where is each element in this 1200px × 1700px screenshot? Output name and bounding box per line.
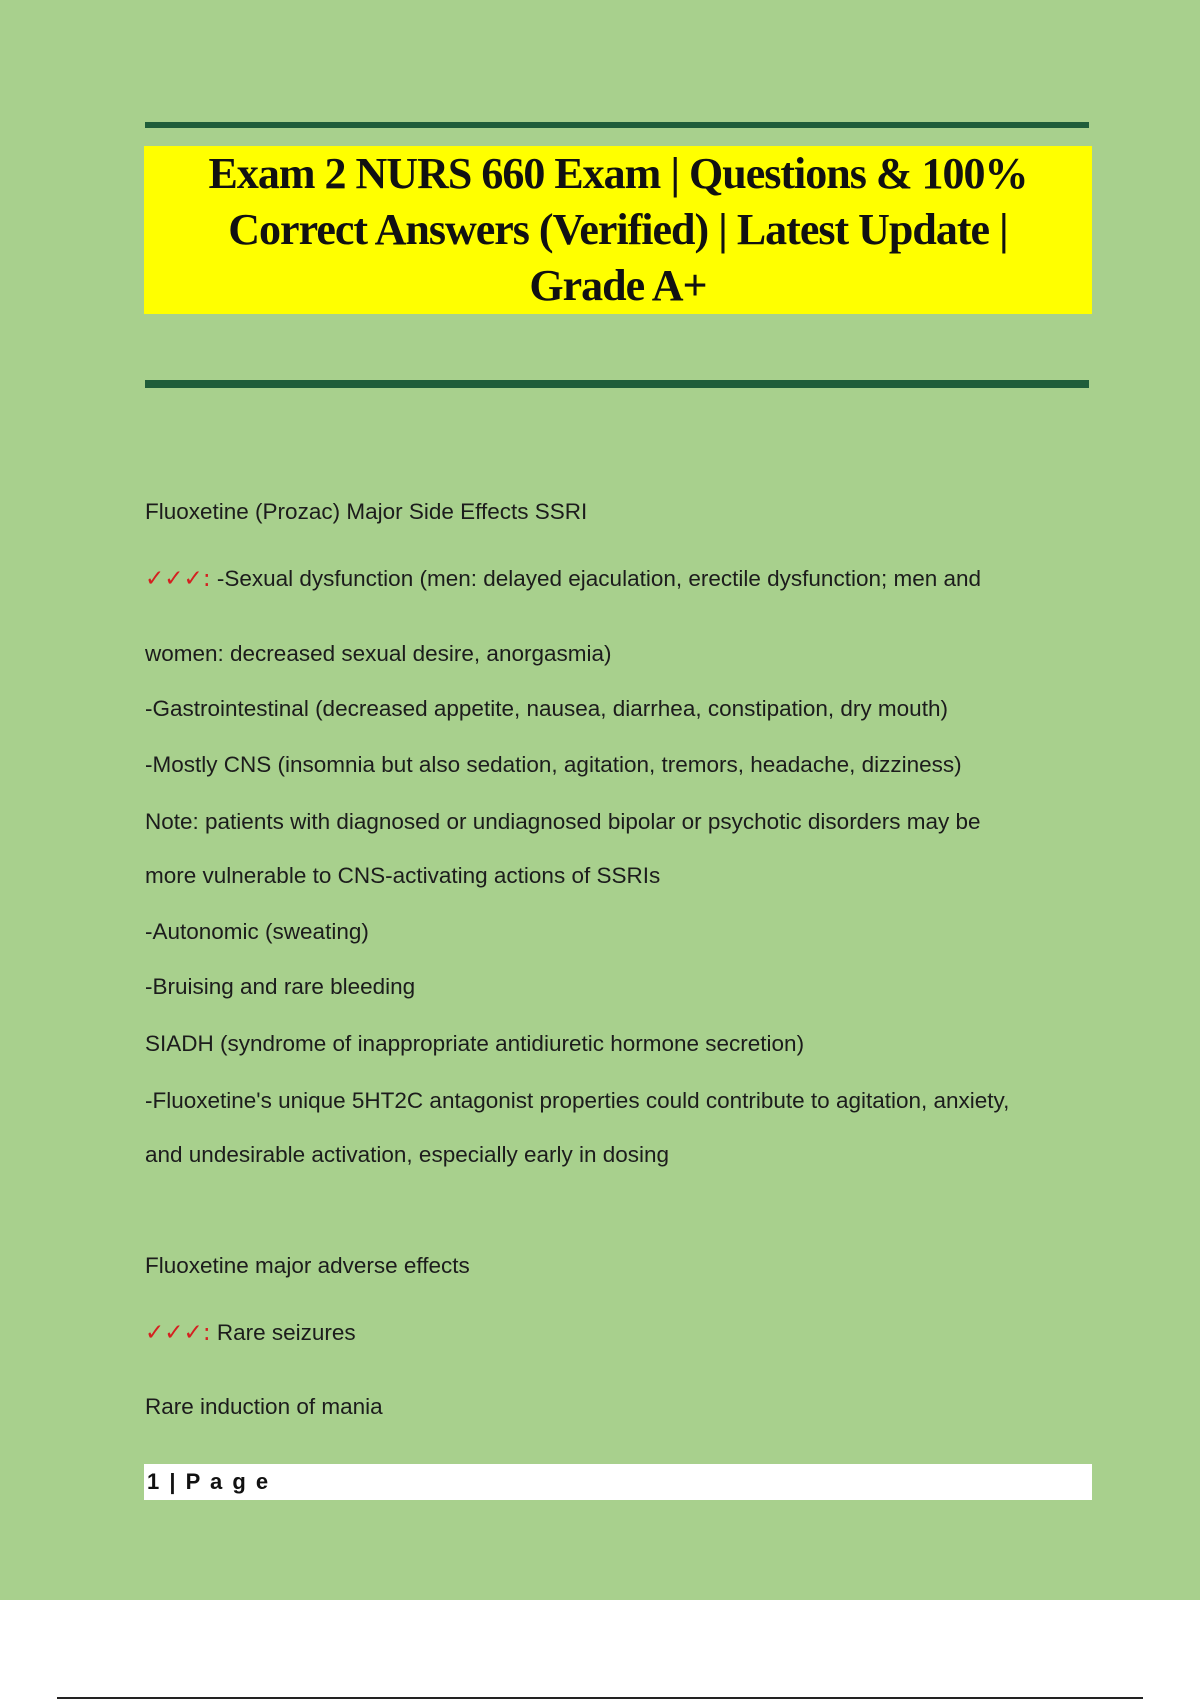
answer-text: -Mostly CNS (insomnia but also sedation, agitation, tremors, headache, dizziness) bbox=[145, 752, 962, 777]
bottom-divider bbox=[145, 380, 1089, 388]
check-mark-icon: ✓✓✓: bbox=[145, 1320, 211, 1346]
answer-text: -Gastrointestinal (decreased appetite, nausea, diarrhea, constipation, dry mouth) bbox=[145, 696, 948, 721]
answer-text: -Bruising and rare bleeding bbox=[145, 974, 416, 999]
answer-text: more vulnerable to CNS-activating actions of SSRIs bbox=[145, 863, 661, 888]
title-banner bbox=[144, 146, 1092, 314]
answer-text: Rare seizures bbox=[216, 1320, 356, 1345]
answer-text: -Autonomic (sweating) bbox=[145, 919, 369, 944]
page-number: 1 | P a g e bbox=[147, 1469, 271, 1494]
answer-text: -Sexual dysfunction (men: delayed ejaculation, erectile dysfunction; men and bbox=[216, 566, 982, 591]
page-footer bbox=[144, 1464, 1092, 1500]
answer-text: women: decreased sexual desire, anorgasmia) bbox=[145, 641, 612, 666]
answer-line bbox=[145, 565, 981, 593]
answer-text: -Fluoxetine's unique 5HT2C antagonist properties could contribute to agitation, anxiety, bbox=[145, 1088, 1010, 1113]
check-mark-icon: ✓✓✓: bbox=[145, 566, 211, 592]
page-edge-divider bbox=[57, 1697, 1143, 1699]
question-text: Fluoxetine (Prozac) Major Side Effects SSRI bbox=[145, 499, 588, 524]
answer-text: Rare induction of mania bbox=[145, 1394, 383, 1419]
document-title: Exam 2 NURS 660 Exam | Questions & 100% Correct Answers (Verified) | Latest Update | Grade A+ bbox=[208, 149, 1028, 310]
answer-text: Note: patients with diagnosed or undiagnosed bipolar or psychotic disorders may be bbox=[145, 809, 981, 834]
answer-line bbox=[145, 1319, 356, 1347]
question-text: Fluoxetine major adverse effects bbox=[145, 1253, 470, 1278]
top-divider bbox=[145, 122, 1089, 128]
answer-text: and undesirable activation, especially early in dosing bbox=[145, 1142, 670, 1167]
answer-text: SIADH (syndrome of inappropriate antidiuretic hormone secretion) bbox=[145, 1031, 805, 1056]
